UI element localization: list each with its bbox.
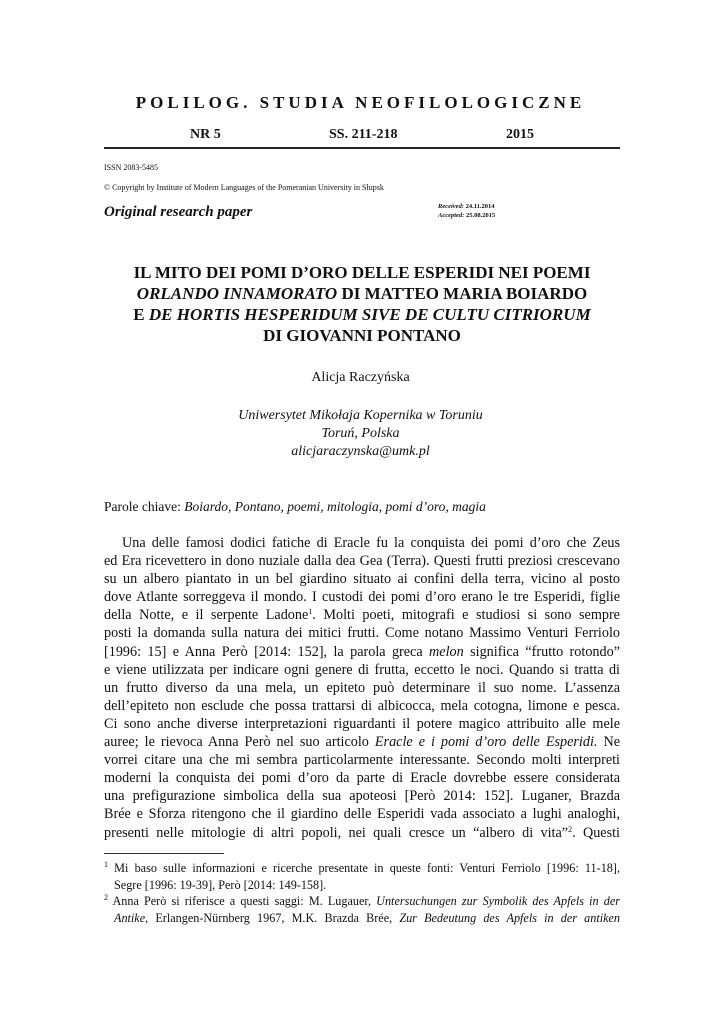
issn: ISSN 2083-5485: [104, 163, 159, 172]
body-line: Brée e Sforza ritengono che il giardino delle Esperidi vada associato a lughi analoghi,: [104, 806, 620, 823]
footnote-ref-2[interactable]: 2: [568, 824, 573, 834]
keywords-list: Boiardo, Pontano, poemi, mitologia, pomi d’oro, magia: [184, 499, 486, 514]
footnote-ref-1[interactable]: 1: [308, 607, 313, 617]
paper-type: Original research paper: [104, 204, 253, 220]
body-line: su un albero piantato in un bel giardino situato ai confini della terra, vicino al posto: [104, 571, 620, 588]
body-line: moderni la conquista dei pomi d’oro da parte di Eracle dovrebbe essere considerata: [104, 770, 620, 787]
issue-number: NR 5: [190, 127, 221, 142]
body-line: presenti nelle mitologie di altri popoli, nei quali cresce un “albero di vita”$^2$. Questi: [104, 824, 620, 841]
copyright: © Copyright by Institute of Modern Languages of the Pomeranian University in Słupsk: [104, 183, 384, 192]
body-line: dove Atlante sorreggeva il mondo. I custodi dei pomi d’oro erano le tre Esperidi, figlie: [104, 589, 620, 606]
body-line: posti la domanda sulla natura dei mitici frutti. Come notano Massimo Venturi Ferriolo: [104, 625, 620, 642]
footnotes: [104, 860, 620, 926]
header-rule: [104, 147, 620, 149]
issue-year: 2015: [506, 127, 534, 142]
body-line: una prefigurazione simbolica della sua apoteosi [Però 2014: 152]. Luganer, Brazda: [104, 788, 620, 805]
received-line: [438, 203, 495, 210]
title-line-4: DI GIOVANNI PONTANO: [263, 326, 461, 345]
keywords-label: Parole chiave:: [104, 499, 185, 514]
body-line: un frutto diverso da una mela, un epiteto può determinare il suo nome. L’assenza: [104, 679, 620, 696]
body-line: [1996: 15] e Anna Però [2014: 152], la parola greca melon significa “frutto rotondo”: [104, 643, 620, 660]
accepted-date: 25.08.2015: [465, 212, 496, 219]
footnote-1: $^1$ Mi baso sulle informazioni e ricerche presentate in queste fonti: Venturi Ferriolo [1996: 11-18],: [104, 860, 620, 875]
footnote-mark-1: 1: [104, 860, 108, 869]
author-name: Alicja Raczyńska: [311, 370, 410, 385]
body-paragraph: [104, 534, 620, 842]
footnote-1-cont: Segre [1996: 19-39], Però [2014: 149-158].: [114, 877, 327, 892]
title-work-1: ORLANDO INNAMORATO: [136, 284, 338, 303]
keywords: [104, 499, 486, 515]
footnote-mark-2: 2: [104, 893, 108, 902]
accepted-label: Accepted:: [438, 212, 465, 219]
body-line: della Notte, e il serpente Ladone$^1$. Molti poeti, mitografi e studiosi si sono sempre: [104, 607, 620, 624]
body-line: Una delle famosi dodici fatiche di Eracle fu la conquista dei pomi d’oro che Zeus: [122, 535, 620, 551]
footnote-separator: [104, 853, 224, 854]
footnote-2: $^2$ Anna Però si riferisce a questi saggi: M. Lugauer, Untersuchungen zur Symbolik des Apfels in der: [104, 893, 620, 908]
footnote-2-cont: Antike, Erlangen-Nürnberg 1967, M.K. Brazda Brée, Zur Bedeutung des Apfels in der antiken: [114, 910, 620, 925]
author-affiliation: [0, 407, 721, 461]
title-work-2: DE HORTIS HESPERIDUM SIVE DE CULTU CITRIORUM: [148, 305, 591, 324]
title-line-1: IL MITO DEI POMI D’ORO DELLE ESPERIDI NEI POEMI: [133, 263, 591, 282]
body-line: ed Era ricevettero in dono nuziale dalla dea Gea (Terra). Questi frutti preziosi crescevano: [104, 553, 620, 570]
affiliation-university: Uniwersytet Mikołaja Kopernika w Toruniu: [238, 408, 483, 423]
received-label: Received:: [438, 203, 464, 210]
author-email: alicjaraczynska@umk.pl: [291, 444, 430, 459]
page-range: SS. 211-218: [329, 127, 398, 142]
title-line-2: ORLANDO INNAMORATO DI MATTEO MARIA BOIARDO: [136, 284, 588, 303]
body-line: auree; le rievoca Anna Però nel suo articolo Eracle e i pomi d’oro delle Esperidi. Ne: [104, 734, 621, 751]
affiliation-city: Toruń, Polska: [321, 426, 400, 441]
body-line: Ci sono anche diverse interpretazioni riguardanti il potere magico attribuito alle mele: [104, 715, 620, 732]
body-line: vorrei citare una che mi sembra particolarmente interessante. Secondo molti interpreti: [104, 752, 620, 769]
accepted-line: [438, 212, 495, 219]
title-line-3: E DE HORTIS HESPERIDUM SIVE DE CULTU CITRIORUM: [133, 305, 591, 324]
article-title: [104, 262, 620, 346]
received-date: 24.11.2014: [465, 203, 495, 210]
body-line: dell’epiteto non esclude che possa trattarsi di albicocca, mela cotogna, limone e pesca.: [104, 697, 620, 714]
journal-title: POLILOG. STUDIA NEOFILOLOGICZNE: [135, 93, 586, 112]
body-line: e viene utilizzata per indicare ogni genere di frutta, eccetto le noci. Quando si tratta di: [104, 661, 620, 678]
